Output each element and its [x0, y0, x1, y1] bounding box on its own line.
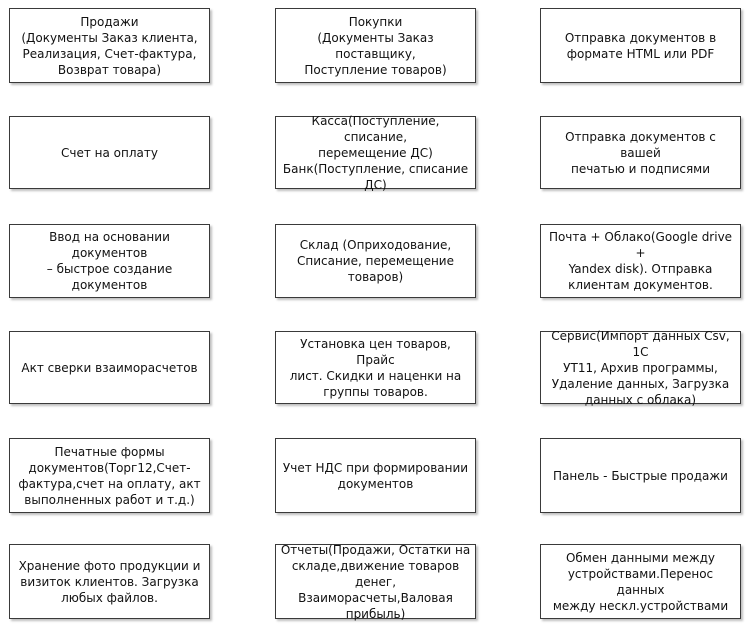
box-input-based-on-text: Ввод на основании документов – быстрое создание документов	[46, 230, 173, 292]
box-invoice-text: Счет на оплату	[61, 145, 158, 160]
box-cash-bank	[275, 113, 476, 192]
box-photo-storage	[9, 544, 210, 619]
box-photo-storage-text: Хранение фото продукции и визиток клиентов. Загрузка любых файлов.	[18, 558, 201, 605]
box-quick-sales-text: Панель - Быстрые продажи	[553, 468, 728, 483]
box-reconciliation-text: Акт сверки взаиморасчетов	[21, 360, 198, 375]
box-prices-text: Установка цен товаров, Прайс лист. Скидки и наценки на группы товаров.	[289, 336, 462, 399]
box-service-text: Сервис(Импорт данных Csv, 1С УТ11, Архив программы, Удаление данных, Загрузка данных с облака)	[551, 328, 730, 407]
box-warehouse-text: Склад (Оприходование, Списание, перемещение товаров)	[296, 238, 454, 284]
box-cash-bank-text: Касса(Поступление, списание, перемещение ДС) Банк(Поступление, списание ДС)	[282, 113, 469, 192]
box-mail-cloud	[540, 224, 741, 298]
box-send-with-stamp	[540, 116, 741, 189]
box-service	[540, 328, 741, 407]
box-sales	[9, 8, 210, 83]
box-vat	[275, 438, 476, 513]
box-invoice	[9, 116, 210, 189]
box-reports	[275, 544, 476, 619]
box-reports-text: Отчеты(Продажи, Остатки на складе,движение товаров денег, Взаиморасчеты,Валовая прибыль)	[280, 542, 471, 621]
box-prices	[275, 331, 476, 404]
box-purchases-text: Покупки (Документы Заказ поставщику, Поступление товаров)	[304, 14, 447, 77]
box-warehouse	[275, 224, 476, 298]
box-mail-cloud-text: Почта + Облако(Google drive + Yandex disk). Отправка клиентам документов.	[548, 230, 733, 292]
box-data-exchange-text: Обмен данными между устройствами.Перенос данных между нескл.устройствами	[552, 550, 729, 613]
box-sales-text: Продажи (Документы Заказ клиента, Реализация, Счет-фактура, Возврат товара)	[21, 14, 198, 77]
box-print-forms-text: Печатные формы документов(Торг12,Счет- фактура,счет на оплату, акт выполненных работ и т.д.)	[18, 444, 201, 507]
box-vat-text: Учет НДС при формировании документов	[282, 460, 469, 491]
box-input-based-on	[9, 224, 210, 298]
box-send-html-pdf	[540, 8, 741, 83]
box-quick-sales	[540, 438, 741, 513]
box-reconciliation	[9, 331, 210, 404]
box-data-exchange	[540, 544, 741, 619]
box-send-html-pdf-text: Отправка документов в формате HTML или PDF	[564, 30, 717, 61]
box-print-forms	[9, 438, 210, 513]
box-send-with-stamp-text: Отправка документов с вашей печатью и подписями	[565, 129, 716, 176]
box-purchases	[275, 8, 476, 83]
